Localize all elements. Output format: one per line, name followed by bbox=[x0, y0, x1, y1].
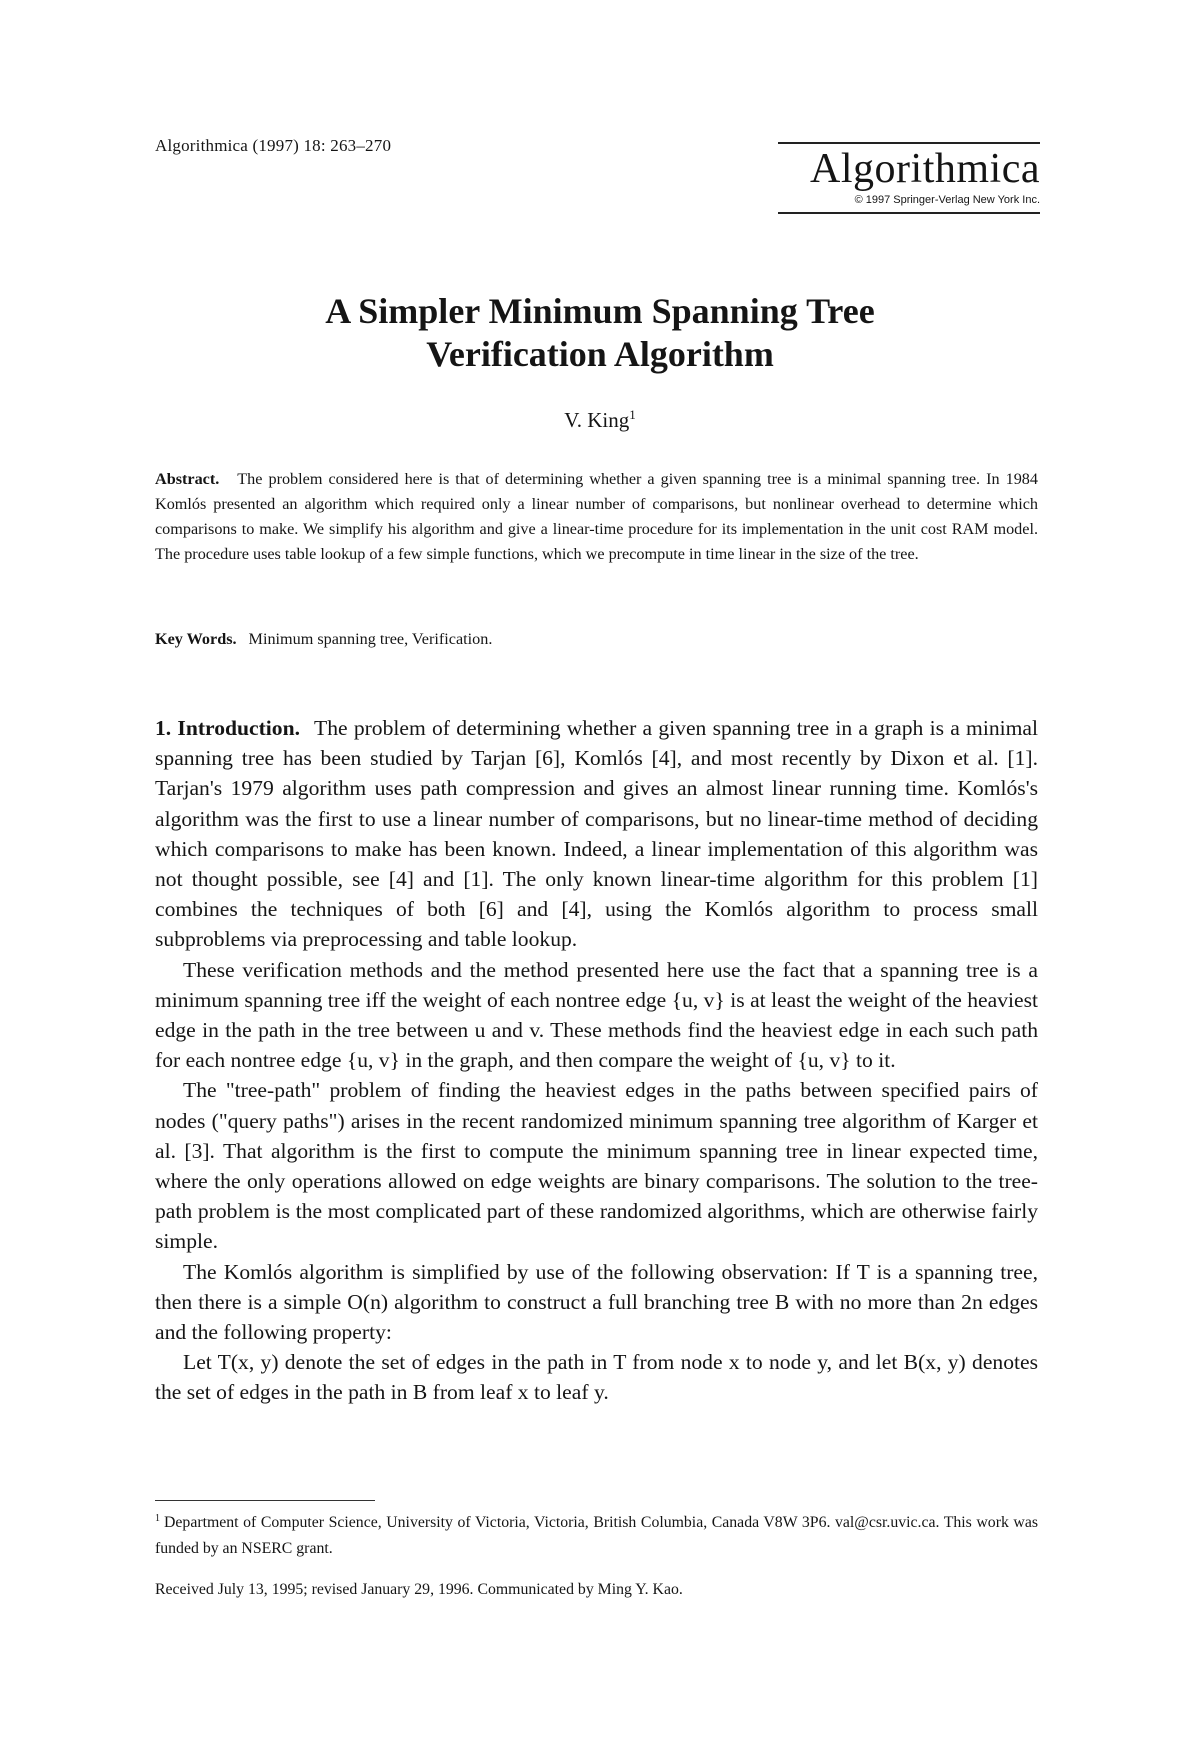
footnote-divider bbox=[155, 1500, 375, 1501]
abstract-text: The problem considered here is that of determining whether a given spanning tree is a minimal spanning tree. In 1984 Komlós presented an algorithm which required only a linear number of comparisons, but nonlinear overhead to determine which comparisons to make. We simplify his algorithm and give a linear-time procedure for its implementation in the unit cost RAM model. The procedure uses table lookup of a few simple functions, which we precompute in time linear in the size of the tree. bbox=[155, 470, 1038, 563]
paragraph-text: The problem of determining whether a given spanning tree in a graph is a minimal spanning tree has been studied by Tarjan [6], Komlós [4], and most recently by Dixon et al. [1]. Tarjan's 1979 algorithm uses path compression and gives an almost linear running time. Komlós's algorithm was the first to use a linear number of comparisons, but no linear-time method of deciding which comparisons to make has been known. Indeed, a linear implementation of this algorithm was not thought possible, see [4] and [1]. The only known linear-time algorithm for this problem [1] combines the techniques of both [6] and [4], using the Komlós algorithm to process small subproblems via preprocessing and table lookup. bbox=[155, 716, 1038, 952]
keywords-text: Minimum spanning tree, Verification. bbox=[248, 630, 493, 648]
masthead-title: Algorithmica bbox=[810, 146, 1040, 192]
abstract-label: Abstract. bbox=[155, 470, 220, 488]
keywords bbox=[155, 627, 1038, 652]
author-name: V. King bbox=[564, 408, 630, 432]
paper-title bbox=[0, 290, 1200, 376]
paragraph: These verification methods and the method presented here use the fact that a spanning tree is a minimum spanning tree iff the weight of each nontree edge {u, v} is at least the weight of the heaviest edge in the path in the tree between u and v. These methods find the heaviest edge in each such path for each nontree edge {u, v} in the graph, and then compare the weight of {u, v} to it. bbox=[155, 957, 1038, 1073]
paragraph: The Komlós algorithm is simplified by use of the following observation: If T is a spanning tree, then there is a simple O(n) algorithm to construct a full branching tree B with no more than 2n edges and the following property: bbox=[155, 1259, 1038, 1345]
received-line: Received July 13, 1995; revised January 29, 1996. Communicated by Ming Y. Kao. bbox=[155, 1581, 683, 1598]
paper-title-line-2: Verification Algorithm bbox=[426, 334, 774, 374]
keywords-label: Key Words. bbox=[155, 630, 237, 648]
author-footnote-mark: 1 bbox=[629, 407, 636, 422]
author-line bbox=[0, 408, 1200, 433]
footnote-mark: 1 bbox=[155, 1512, 160, 1524]
footnote-text: Department of Computer Science, University of Victoria, Victoria, British Columbia, Canada V8W 3P6. val@csr.uvic.ca. This work was funded by an NSERC grant. bbox=[155, 1514, 1038, 1557]
journal-masthead bbox=[778, 142, 1040, 214]
journal-reference: Algorithmica (1997) 18: 263–270 bbox=[155, 136, 392, 155]
masthead-copyright: © 1997 Springer-Verlag New York Inc. bbox=[854, 194, 1040, 206]
section-heading: 1. Introduction. bbox=[155, 716, 301, 740]
paragraph: The "tree-path" problem of finding the heaviest edges in the paths between specified pairs of nodes ("query paths") arises in the recent randomized minimum spanning tree algorithm of Karger et al. [3]. That algorithm is the first to compute the minimum spanning tree in linear expected time, where the only operations allowed on edge weights are binary comparisons. The solution to the tree-path problem is the most complicated part of these randomized algorithms, which are otherwise fairly simple. bbox=[155, 1078, 1038, 1254]
footnote bbox=[155, 1510, 1038, 1562]
paper-title-line-1: A Simpler Minimum Spanning Tree bbox=[325, 291, 875, 331]
abstract bbox=[155, 467, 1038, 567]
paragraph bbox=[155, 713, 1038, 955]
paragraph: Let T(x, y) denote the set of edges in the path in T from node x to node y, and let B(x, y) denotes the set of edges in the path in B from leaf x to leaf y. bbox=[155, 1350, 1038, 1405]
section-introduction bbox=[155, 713, 1038, 1408]
